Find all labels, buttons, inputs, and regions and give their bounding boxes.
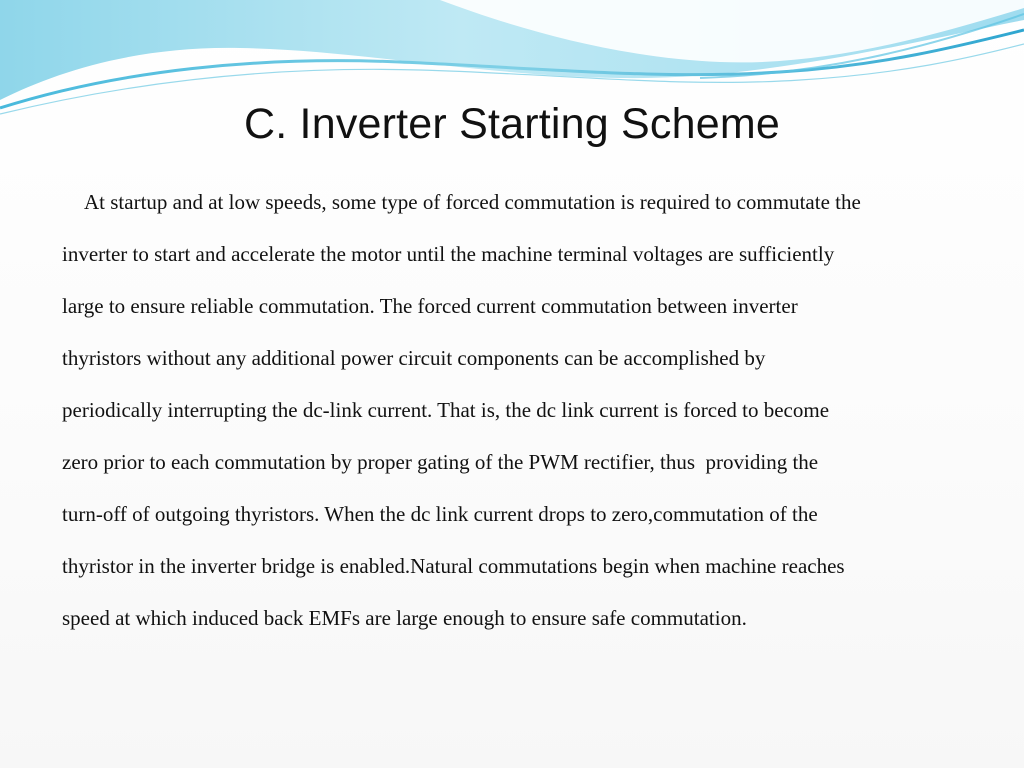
- paragraph-line: zero prior to each commutation by proper gating of the PWM rectifier, thus providing the: [62, 450, 819, 474]
- paragraph-line: speed at which induced back EMFs are large enough to ensure safe commutation.: [62, 606, 747, 630]
- paragraph-line: thyristors without any additional power circuit components can be accomplished by: [62, 346, 766, 370]
- body-paragraph: [62, 176, 997, 644]
- paragraph-line: periodically interrupting the dc-link current. That is, the dc link current is forced to become: [62, 398, 830, 422]
- paragraph-line: At startup and at low speeds, some type of forced commutation is required to commutate the: [84, 190, 861, 214]
- paragraph-line: thyristor in the inverter bridge is enabled.Natural commutations begin when machine reaches: [62, 554, 845, 578]
- paragraph-line: inverter to start and accelerate the motor until the machine terminal voltages are sufficiently: [62, 242, 835, 266]
- paragraph-line: large to ensure reliable commutation. The forced current commutation between inverter: [62, 294, 798, 318]
- page-title: C. Inverter Starting Scheme: [244, 100, 780, 148]
- paragraph-line: turn-off of outgoing thyristors. When the dc link current drops to zero,commutation of the: [62, 502, 818, 526]
